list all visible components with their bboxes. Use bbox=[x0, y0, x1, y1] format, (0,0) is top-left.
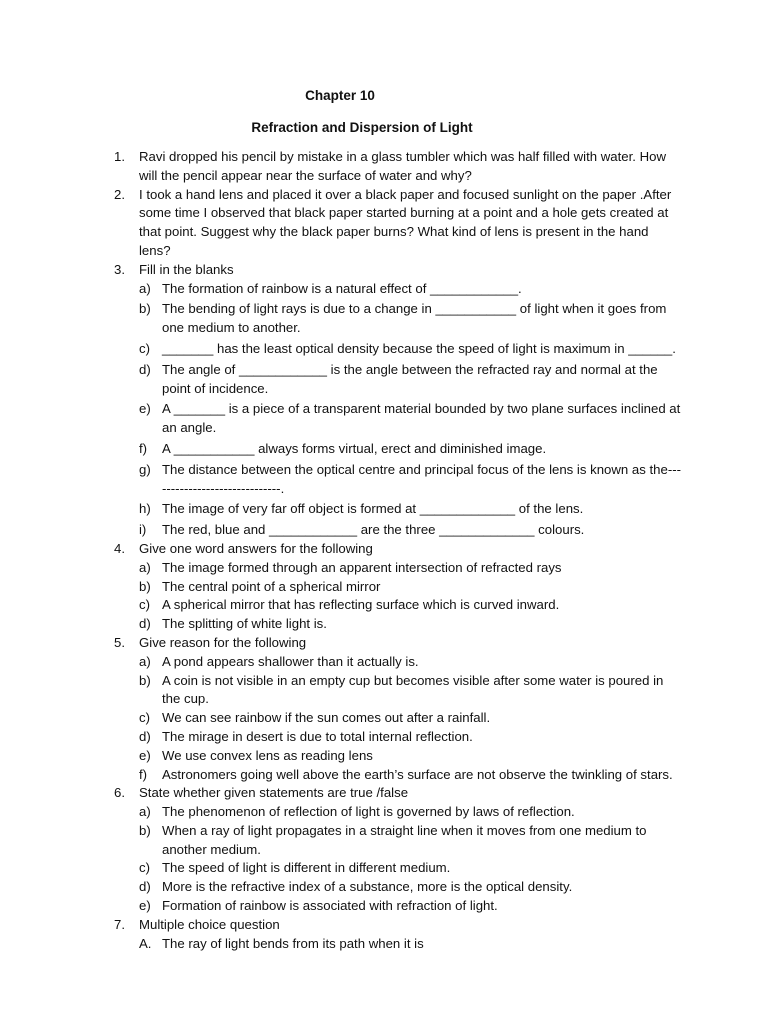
sub-item-text: A _______ is a piece of a transparent material bounded by two plane surfaces inclined at an angle. bbox=[162, 401, 681, 436]
sub-item-label: e) bbox=[139, 747, 151, 763]
question-text: State whether given statements are true /false bbox=[139, 785, 409, 801]
sub-item bbox=[0, 878, 682, 897]
sub-item-text: A spherical mirror that has reflecting surface which is curved inward. bbox=[162, 597, 560, 613]
question-text: Give one word answers for the following bbox=[139, 540, 373, 556]
sub-item-label: f) bbox=[139, 440, 148, 456]
question-number: 3. bbox=[114, 261, 125, 277]
sub-item-label: d) bbox=[139, 361, 151, 377]
sub-item-label: d) bbox=[139, 616, 151, 632]
sub-item bbox=[0, 361, 682, 399]
sub-item bbox=[0, 747, 682, 766]
sub-item bbox=[0, 803, 682, 822]
sub-item-text: Astronomers going well above the earth’s surface are not observe the twinkling of stars. bbox=[162, 766, 673, 782]
sub-item bbox=[0, 596, 682, 615]
sub-item bbox=[0, 897, 682, 916]
sub-item-label: d) bbox=[139, 879, 151, 895]
sub-item bbox=[0, 500, 682, 519]
sub-item-label: c) bbox=[139, 860, 150, 876]
sub-item-label: a) bbox=[139, 280, 151, 296]
sub-item bbox=[0, 340, 682, 359]
question-number: 1. bbox=[114, 149, 125, 164]
sub-item-label: e) bbox=[139, 401, 151, 417]
sub-item-label: h) bbox=[139, 501, 151, 517]
question-text: Give reason for the following bbox=[139, 634, 307, 650]
sub-item-label: e) bbox=[139, 898, 151, 914]
sub-item-text: The formation of rainbow is a natural effect of ____________. bbox=[162, 280, 522, 296]
sub-item-text: A ___________ always forms virtual, erect and diminished image. bbox=[162, 440, 547, 456]
sub-item bbox=[0, 578, 682, 597]
sub-item-label: i) bbox=[139, 522, 147, 538]
sub-item-text: The phenomenon of reflection of light is governed by laws of reflection. bbox=[162, 804, 575, 820]
question-number: 6. bbox=[114, 785, 125, 801]
sub-item bbox=[0, 461, 682, 499]
sub-item-text: A coin is not visible in an empty cup but becomes visible after some water is poured in the cup. bbox=[162, 672, 664, 707]
sub-item-label: g) bbox=[139, 461, 151, 477]
chapter-title: Refraction and Dispersion of Light bbox=[251, 120, 473, 135]
question-text: Multiple choice question bbox=[139, 916, 280, 932]
question-2 bbox=[0, 186, 679, 261]
sub-item-label: b) bbox=[139, 822, 151, 838]
sub-item-text: We can see rainbow if the sun comes out after a rainfall. bbox=[162, 710, 491, 726]
sub-item bbox=[0, 822, 682, 860]
sub-item-label: b) bbox=[139, 672, 151, 688]
sub-item-text: The splitting of white light is. bbox=[162, 616, 327, 632]
question-list bbox=[0, 148, 768, 953]
sub-item bbox=[0, 400, 682, 438]
sub-item-text: The distance between the optical centre and principal focus of the lens is known as the------------------------------. bbox=[162, 461, 682, 496]
sub-item-text: The image of very far off object is formed at _____________ of the lens. bbox=[162, 501, 584, 517]
sub-item bbox=[0, 280, 682, 299]
question-number: 2. bbox=[114, 186, 125, 202]
sub-item bbox=[0, 672, 682, 710]
sub-item-text: The central point of a spherical mirror bbox=[162, 578, 381, 594]
question-text: Ravi dropped his pencil by mistake in a glass tumbler which was half filled with water. How will the pencil appear near the surface of water and why? bbox=[139, 149, 667, 183]
sub-item-text: When a ray of light propagates in a straight line when it moves from one medium to another medium. bbox=[162, 822, 647, 857]
sub-item bbox=[0, 653, 682, 672]
sub-item-text: The speed of light is different in different medium. bbox=[162, 860, 451, 876]
question-3 bbox=[0, 261, 679, 280]
sub-item-text: The image formed through an apparent intersection of refracted rays bbox=[162, 559, 562, 575]
sub-item bbox=[0, 300, 682, 338]
sub-item bbox=[0, 728, 682, 747]
sub-item bbox=[0, 859, 682, 878]
sub-item-label: c) bbox=[139, 597, 150, 613]
sub-item-label: d) bbox=[139, 728, 151, 744]
sub-item-label: f) bbox=[139, 766, 148, 782]
sub-item-text: More is the refractive index of a substance, more is the optical density. bbox=[162, 879, 573, 895]
sub-item-label: c) bbox=[139, 710, 150, 726]
sub-item-label: b) bbox=[139, 578, 151, 594]
sub-item bbox=[0, 440, 682, 459]
sub-item-label: a) bbox=[139, 653, 151, 669]
sub-item-text: A pond appears shallower than it actually is. bbox=[162, 653, 419, 669]
question-1 bbox=[0, 148, 679, 186]
sub-item-text: The angle of ____________ is the angle between the refracted ray and normal at the point of incidence. bbox=[162, 361, 658, 396]
question-5 bbox=[0, 634, 679, 653]
sub-item-text: Formation of rainbow is associated with refraction of light. bbox=[162, 898, 498, 914]
question-number: 5. bbox=[114, 634, 125, 650]
sub-item bbox=[0, 521, 682, 540]
sub-item-text: We use convex lens as reading lens bbox=[162, 747, 373, 763]
sub-item-text: The mirage in desert is due to total internal reflection. bbox=[162, 728, 473, 744]
question-text: Fill in the blanks bbox=[139, 261, 234, 277]
sub-item-label: c) bbox=[139, 340, 150, 356]
chapter-heading: Chapter 10 bbox=[305, 88, 375, 103]
question-number: 7. bbox=[114, 916, 125, 932]
question-text: I took a hand lens and placed it over a black paper and focused sunlight on the paper .After some time I observed that black paper started burning at a point and a hole gets created at that point. Suggest why the black paper burns? What kind of lens is present in the hand lens? bbox=[139, 186, 672, 258]
sub-item-text: The ray of light bends from its path when it is bbox=[162, 935, 424, 951]
sub-item-text: The red, blue and ____________ are the three _____________ colours. bbox=[162, 522, 585, 538]
sub-item bbox=[0, 615, 682, 634]
sub-item bbox=[0, 766, 682, 785]
sub-item-label: a) bbox=[139, 559, 151, 575]
question-4 bbox=[0, 540, 679, 559]
sub-item bbox=[0, 709, 682, 728]
sub-item-label: b) bbox=[139, 301, 151, 317]
sub-item bbox=[0, 935, 682, 954]
sub-item bbox=[0, 559, 682, 578]
question-6 bbox=[0, 784, 679, 803]
question-number: 4. bbox=[114, 540, 125, 556]
sub-item-text: The bending of light rays is due to a change in ___________ of light when it goes from one medium to another. bbox=[162, 301, 667, 336]
question-7 bbox=[0, 916, 679, 935]
sub-item-label: A. bbox=[139, 935, 152, 951]
sub-item-label: a) bbox=[139, 804, 151, 820]
sub-item-text: _______ has the least optical density because the speed of light is maximum in ______. bbox=[162, 340, 676, 356]
